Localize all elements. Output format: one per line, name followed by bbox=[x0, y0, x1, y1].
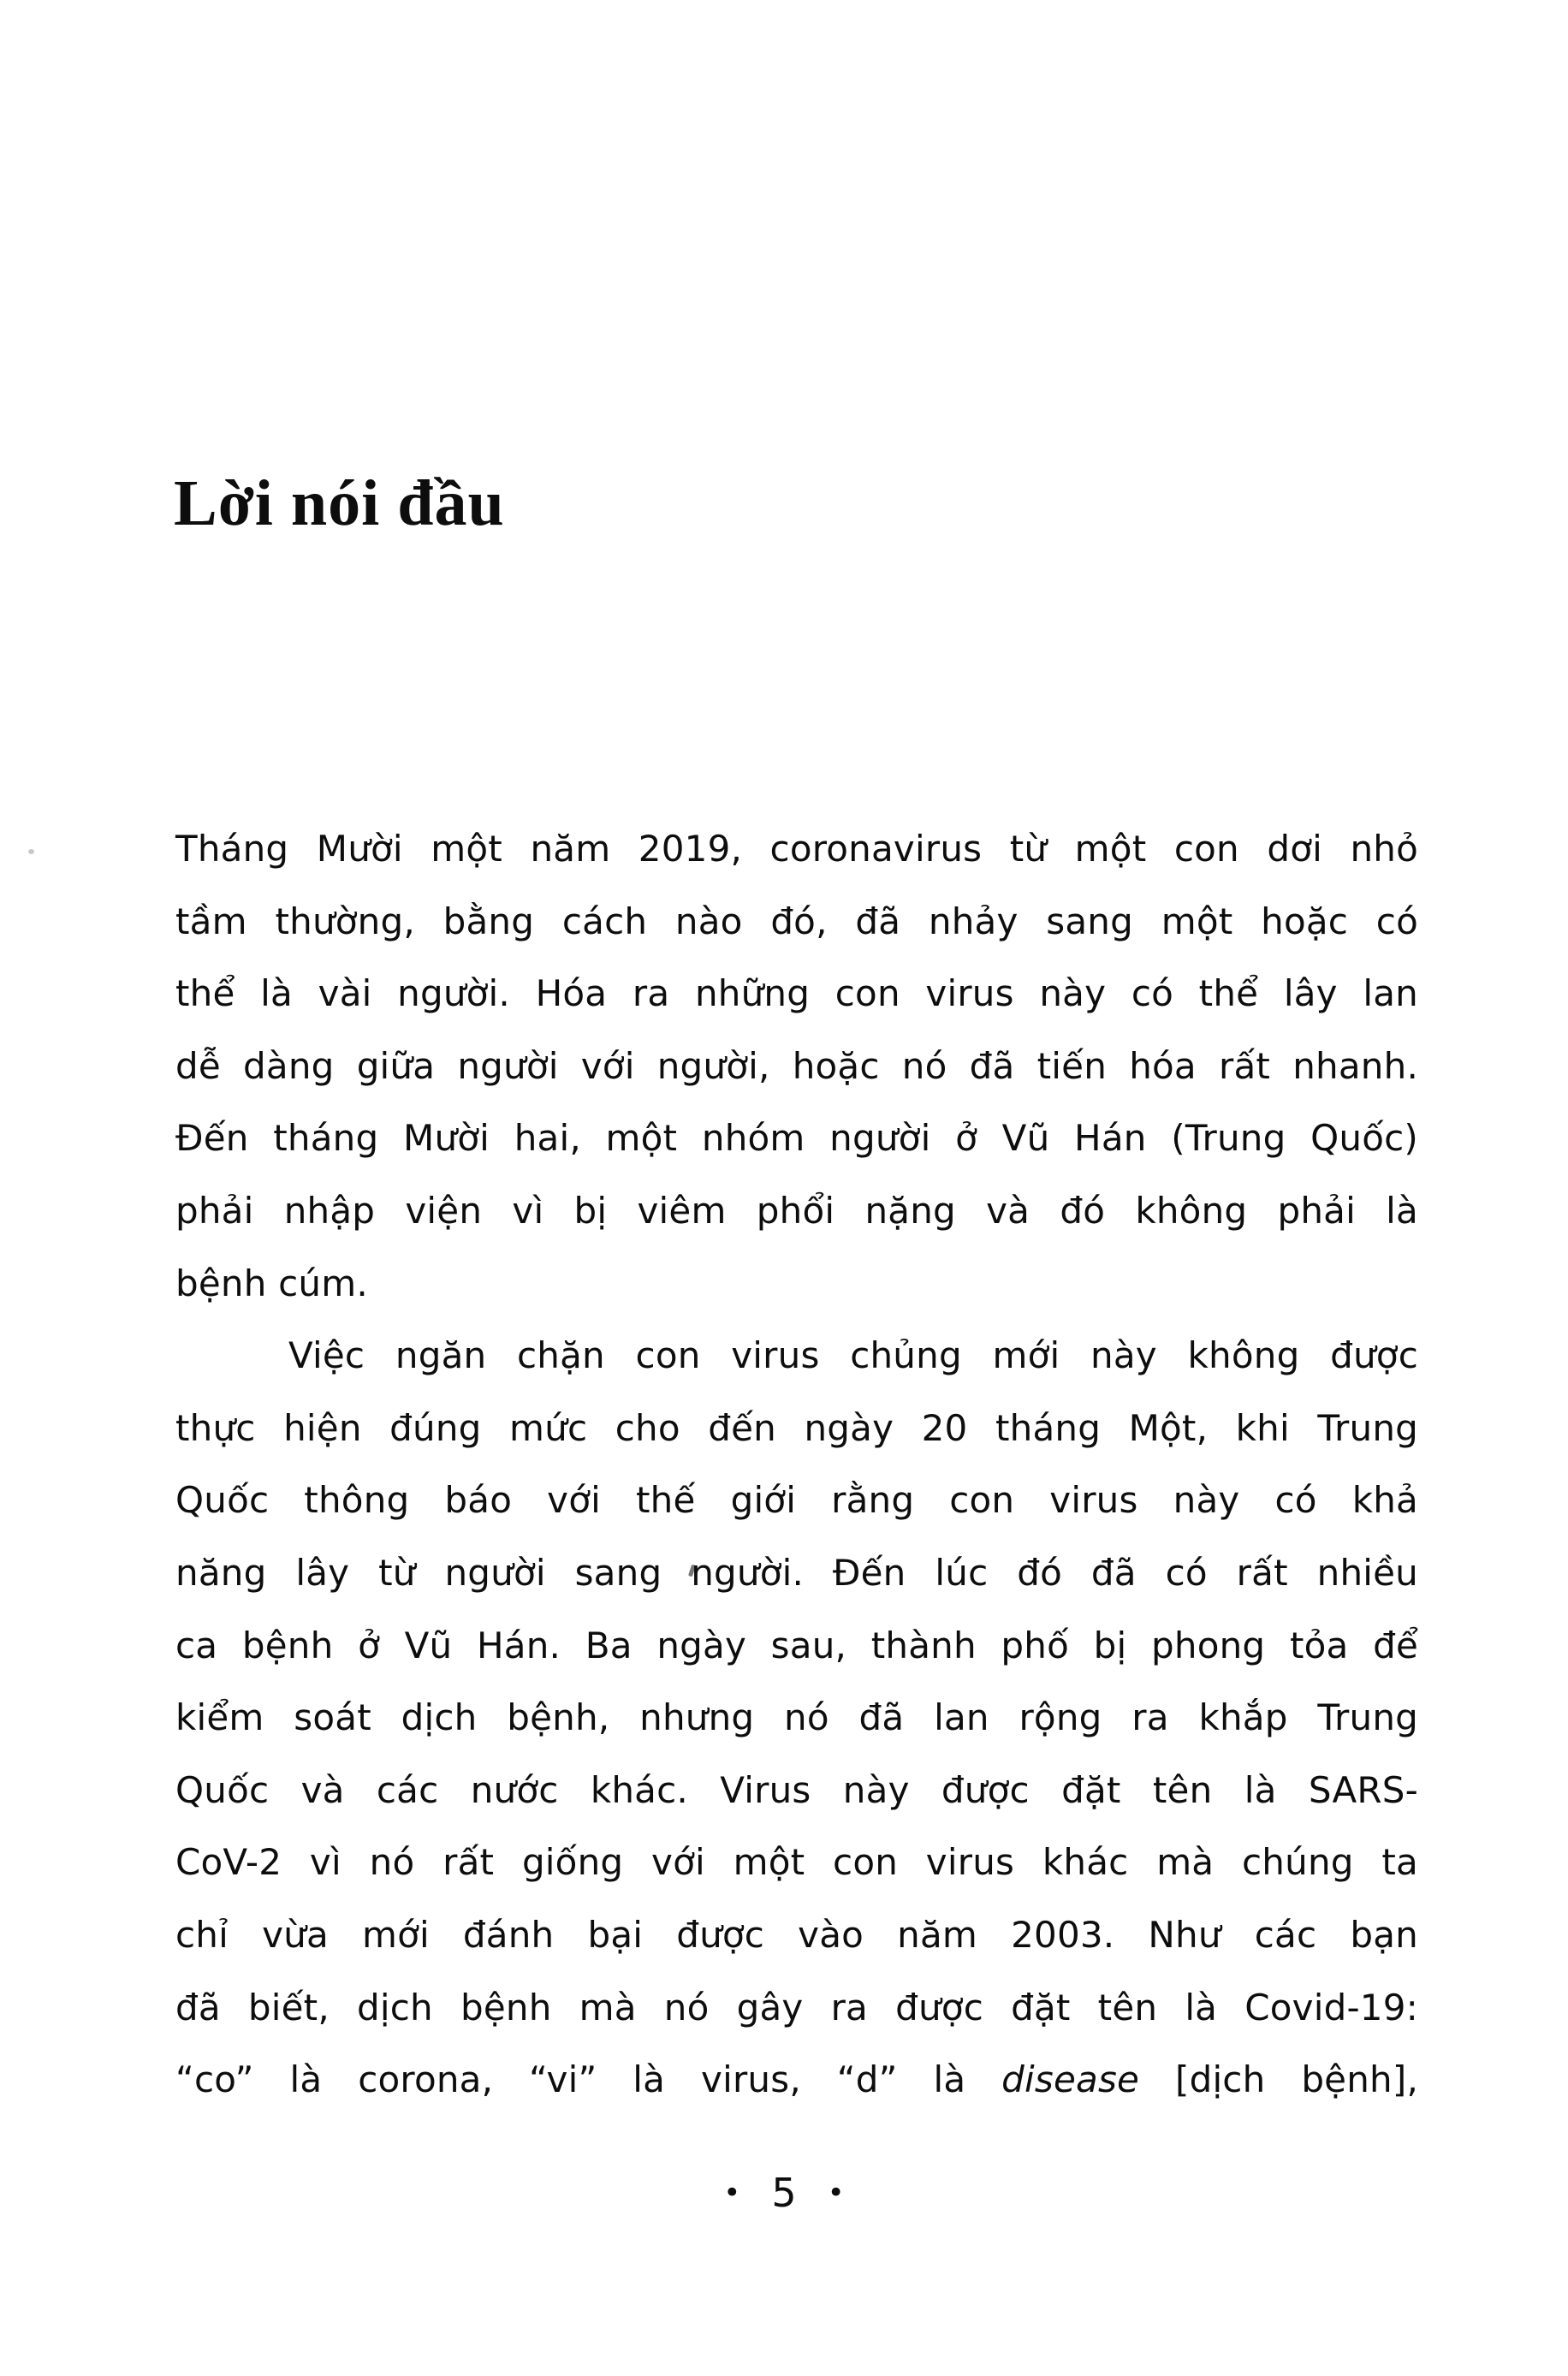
footer-left-dot: • bbox=[723, 2176, 741, 2210]
text-line: phải nhập viện vì bị viêm phổi nặng và đó không phải là bbox=[175, 1189, 1418, 1232]
footer-right-dot: • bbox=[827, 2176, 845, 2210]
page-footer bbox=[0, 2167, 1568, 2219]
text-line: chỉ vừa mới đánh bại được vào năm 2003. Như các bạn bbox=[175, 1913, 1418, 1956]
scan-speck bbox=[28, 849, 34, 854]
body-text bbox=[175, 813, 1418, 2117]
text-line: thể là vài người. Hóa ra những con virus này có thể lây lan bbox=[175, 972, 1418, 1015]
text-line: ca bệnh ở Vũ Hán. Ba ngày sau, thành phố bị phong tỏa để bbox=[175, 1624, 1418, 1666]
text-segment: “co” là corona, “vi” là virus, “d” là bbox=[175, 2058, 1002, 2101]
text-line: năng lây từ người sang người. Đến lúc đó đã có rất nhiều bbox=[175, 1551, 1418, 1594]
text-segment: [dịch bệnh], bbox=[1139, 2058, 1419, 2101]
text-line: Đến tháng Mười hai, một nhóm người ở Vũ Hán (Trung Quốc) bbox=[175, 1117, 1418, 1160]
text-line: dễ dàng giữa người với người, hoặc nó đã tiến hóa rất nhanh. bbox=[175, 1044, 1418, 1087]
paragraph-2 bbox=[175, 1320, 1418, 2117]
text-line: bệnh cúm. bbox=[175, 1262, 368, 1304]
text-line: Việc ngăn chặn con virus chủng mới này không được bbox=[288, 1334, 1418, 1377]
text-line: kiểm soát dịch bệnh, nhưng nó đã lan rộng ra khắp Trung bbox=[175, 1696, 1418, 1739]
text-line: đã biết, dịch bệnh mà nó gây ra được đặt tên là Covid-19: bbox=[175, 1986, 1418, 2029]
text-line-final bbox=[175, 2044, 1418, 2117]
text-line: tầm thường, bằng cách nào đó, đã nhảy sang một hoặc có bbox=[175, 900, 1418, 942]
text-line: thực hiện đúng mức cho đến ngày 20 tháng Một, khi Trung bbox=[175, 1406, 1418, 1449]
page-number: 5 bbox=[771, 2170, 797, 2216]
text-line: Tháng Mười một năm 2019, coronavirus từ một con dơi nhỏ bbox=[175, 828, 1418, 870]
text-line: Quốc thông báo với thế giới rằng con virus này có khả bbox=[175, 1479, 1418, 1522]
text-line: CoV-2 vì nó rất giống với một con virus khác mà chúng ta bbox=[175, 1841, 1418, 1884]
page-title: Lời nói đầu bbox=[174, 466, 505, 539]
paragraph-1 bbox=[175, 813, 1418, 1320]
text-segment-italic: disease bbox=[1001, 2058, 1140, 2101]
text-line: Quốc và các nước khác. Virus này được đặt tên là SARS- bbox=[175, 1768, 1418, 1811]
